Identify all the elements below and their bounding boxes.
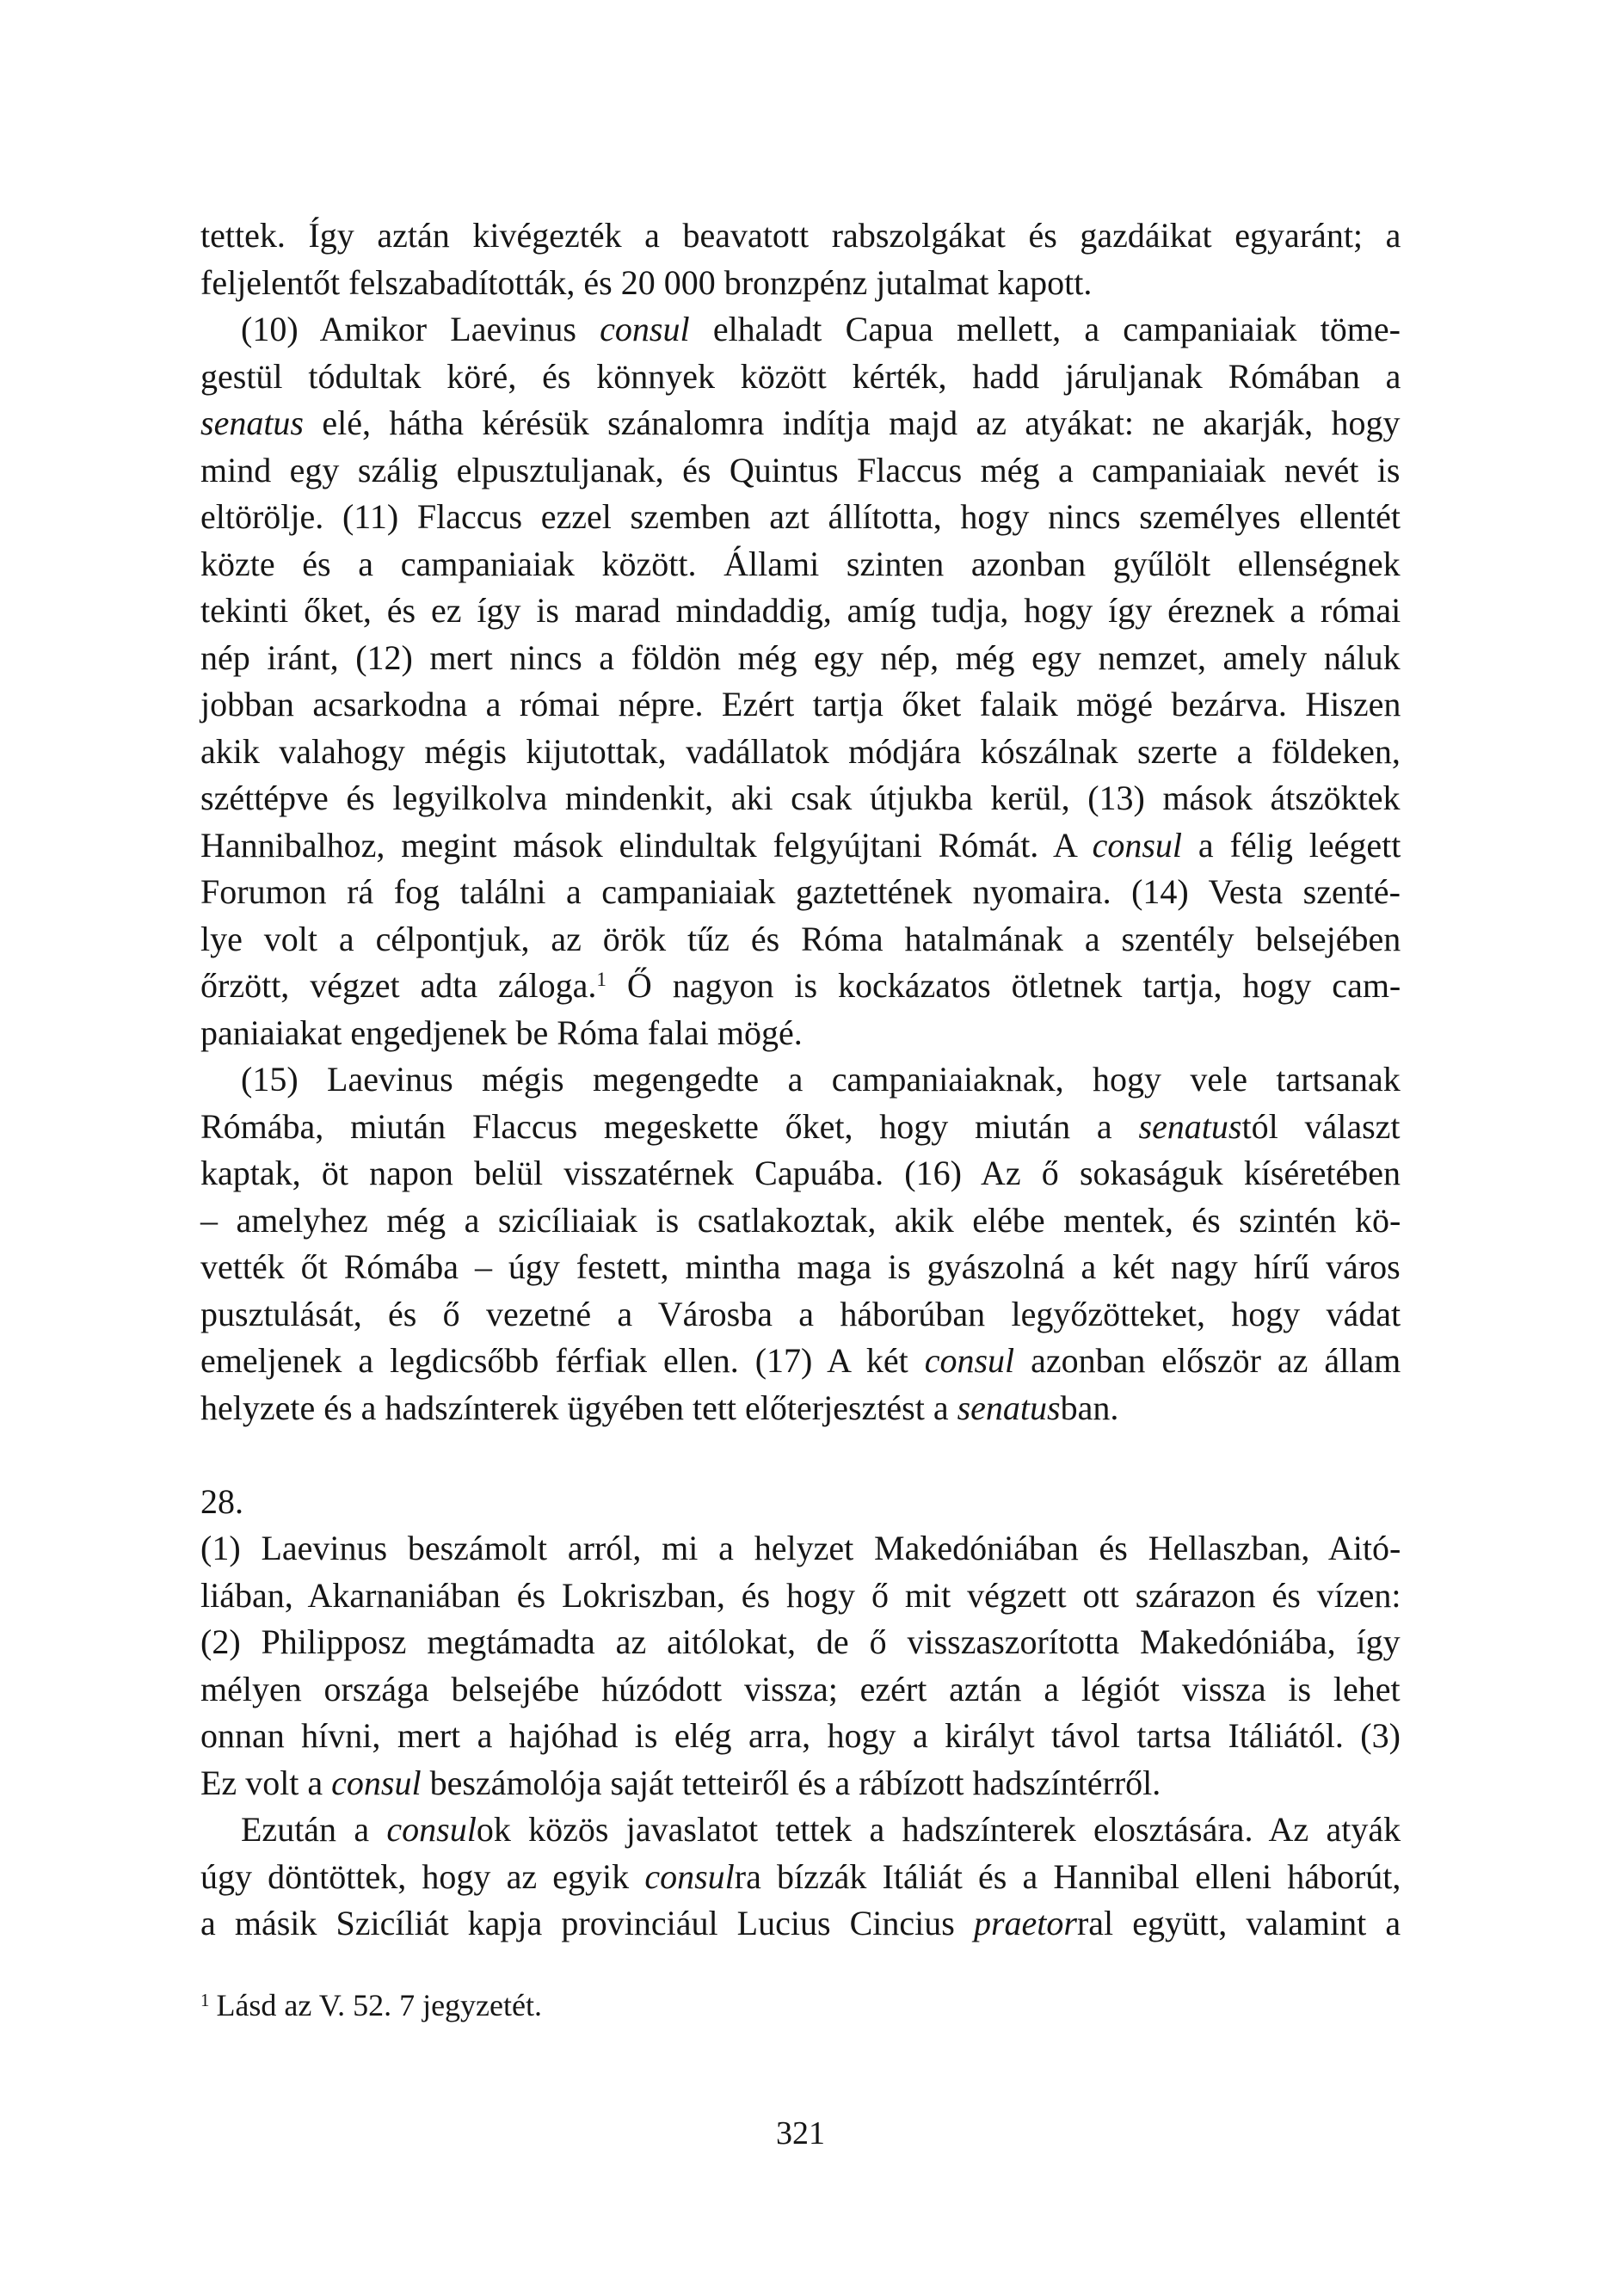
line-content: tekinti őket, és ez így is marad mindaddig, amíg tudja, hogy így éreznek a római bbox=[200, 591, 1401, 630]
text-line bbox=[200, 1010, 1401, 1057]
text-line bbox=[200, 635, 1401, 682]
footnote-text: Lásd az V. 52. 7 jegyzetét. bbox=[216, 1988, 542, 2022]
line-content: őrzött, végzet adta záloga.$^1$ Ő nagyon is kockázatos ötletnek tartja, hogy cam- bbox=[200, 966, 1401, 1005]
line-content: (15) Laevinus mégis megengedte a campaniaiaknak, hogy vele tartsanak bbox=[241, 1060, 1401, 1099]
text-line bbox=[200, 1713, 1401, 1760]
line-content: feljelentőt felszabadították, és 20 000 bronzpénz jutalmat kapott. bbox=[200, 262, 1093, 302]
line-content: mélyen országa belsejébe húzódott vissza; ezért aztán a légiót vissza is lehet bbox=[200, 1669, 1401, 1708]
text-line bbox=[200, 1760, 1401, 1807]
footnote-marker: 1 bbox=[200, 1989, 210, 2010]
line-content: pusztulását, és ő vezetné a Városba a háborúban legyőzötteket, hogy vádat bbox=[200, 1294, 1401, 1333]
line-content: közte és a campaniaiak között. Állami szinten azonban gyűlölt ellenségnek bbox=[200, 544, 1401, 583]
line-content: onnan hívni, mert a hajóhad is elég arra, hogy a királyt távol tartsa Itáliától. (3) bbox=[200, 1716, 1401, 1755]
line-content: emeljenek a legdicsőbb férfiak ellen. (17) A két consul azonban először az állam bbox=[200, 1341, 1401, 1380]
text-line bbox=[200, 1900, 1401, 1948]
text-line bbox=[200, 260, 1401, 307]
text-line bbox=[200, 1291, 1401, 1339]
line-content: (10) Amikor Laevinus consul elhaladt Capua mellett, a campaniaiak töme- bbox=[241, 310, 1401, 348]
line-content: senatus elé, hátha kérésük szánalomra indítja majd az atyákat: ne akarják, hogy bbox=[200, 403, 1401, 442]
text-line bbox=[200, 775, 1401, 822]
line-content: (1) Laevinus beszámolt arról, mi a helyzet Makedóniában és Hellaszban, Aitó- bbox=[200, 1529, 1401, 1567]
text-line bbox=[200, 963, 1401, 1010]
text-line bbox=[200, 1197, 1401, 1245]
line-content: Hannibalhoz, megint mások elindultak felgyújtani Rómát. A consul a félig leégett bbox=[200, 825, 1401, 865]
text-line bbox=[200, 822, 1401, 870]
text-line bbox=[200, 1385, 1401, 1432]
text-line bbox=[200, 447, 1401, 495]
line-content: (2) Philipposz megtámadta az aitólokat, de ő visszaszorította Makedóniába, így bbox=[200, 1622, 1401, 1661]
line-content: kaptak, öt napon belül visszatérnek Capuába. (16) Az ő sokaságuk kíséretében bbox=[200, 1154, 1401, 1192]
line-content: helyzete és a hadszínterek ügyében tett előterjesztést a senatusban. bbox=[200, 1388, 1119, 1427]
text-line bbox=[200, 1056, 1401, 1104]
line-content: úgy döntöttek, hogy az egyik consulra bízzák Itáliát és a Hannibal elleni háborút, bbox=[200, 1856, 1401, 1896]
line-content: 28. bbox=[200, 1481, 243, 1521]
text-line bbox=[200, 1619, 1401, 1666]
line-content: Rómába, miután Flaccus megeskette őket, hogy miután a senatustól választ bbox=[200, 1106, 1401, 1146]
text-line bbox=[200, 916, 1401, 963]
text-line bbox=[200, 494, 1401, 541]
line-content: nép iránt, (12) mert nincs a földön még egy nép, még egy nemzet, amely náluk bbox=[200, 637, 1401, 677]
section-heading bbox=[200, 1479, 1401, 1526]
body-text-block bbox=[200, 212, 1401, 1948]
line-content: a másik Szicíliát kapja provinciául Lucius Cincius praetorral együtt, valamint a bbox=[200, 1904, 1401, 1942]
text-line bbox=[200, 588, 1401, 635]
line-content: tettek. Így aztán kivégezték a beavatott rabszolgákat és gazdáikat egyaránt; a bbox=[200, 216, 1401, 255]
line-content: akik valahogy mégis kijutottak, vadállatok módjára kószálnak szerte a földeken, bbox=[200, 731, 1401, 771]
line-content: Ez volt a consul beszámolója saját tetteiről és a rábízott hadszíntérről. bbox=[200, 1763, 1161, 1802]
text-line bbox=[200, 1525, 1401, 1573]
text-line bbox=[200, 1854, 1401, 1901]
text-line bbox=[200, 212, 1401, 260]
text-line bbox=[200, 400, 1401, 447]
line-content: vették őt Rómába – úgy festett, mintha maga is gyászolná a két nagy hírű város bbox=[200, 1247, 1401, 1286]
line-content: mind egy szálig elpusztuljanak, és Quintus Flaccus még a campaniaiak nevét is bbox=[200, 450, 1401, 489]
line-content: Ezután a consulok közös javaslatot tettek a hadszínterek elosztására. Az atyák bbox=[241, 1810, 1401, 1849]
text-line bbox=[200, 1150, 1401, 1197]
text-line bbox=[200, 681, 1401, 729]
text-line bbox=[200, 869, 1401, 916]
line-content: jobban acsarkodna a római népre. Ezért tartja őket falaik mögé bezárva. Hiszen bbox=[200, 685, 1401, 723]
page-number: 321 bbox=[776, 2115, 825, 2151]
text-line bbox=[200, 1807, 1401, 1854]
text-line bbox=[200, 1338, 1401, 1385]
text-line bbox=[200, 1244, 1401, 1291]
text-line bbox=[200, 1573, 1401, 1620]
line-content: eltörölje. (11) Flaccus ezzel szemben azt állította, hogy nincs személyes ellentét bbox=[200, 497, 1401, 536]
text-line bbox=[200, 1104, 1401, 1151]
line-content: – amelyhez még a szicíliaiak is csatlakoztak, akik elébe mentek, és szintén kö- bbox=[200, 1200, 1401, 1240]
line-content: paniaiakat engedjenek be Róma falai mögé. bbox=[200, 1013, 803, 1052]
text-line bbox=[200, 306, 1401, 354]
footnote bbox=[200, 1985, 1401, 2029]
line-content: lye volt a célpontjuk, az örök tűz és Róma hatalmának a szentély belsejében bbox=[200, 919, 1401, 958]
blank-line bbox=[200, 1431, 1401, 1479]
text-line bbox=[200, 354, 1401, 401]
line-content: széttépve és legyilkolva mindenkit, aki csak útjukba kerül, (13) mások átszöktek bbox=[200, 779, 1401, 817]
line-content: gestül tódultak köré, és könnyek között kérték, hadd járuljanak Rómában a bbox=[200, 356, 1401, 396]
line-content: Forumon rá fog találni a campaniaiak gaztettének nyomaira. (14) Vesta szenté- bbox=[200, 872, 1401, 911]
line-content: liában, Akarnaniában és Lokriszban, és hogy ő mit végzett ott szárazon és vízen: bbox=[200, 1575, 1401, 1615]
text-line bbox=[200, 729, 1401, 776]
text-line bbox=[200, 541, 1401, 588]
text-line bbox=[200, 1666, 1401, 1714]
